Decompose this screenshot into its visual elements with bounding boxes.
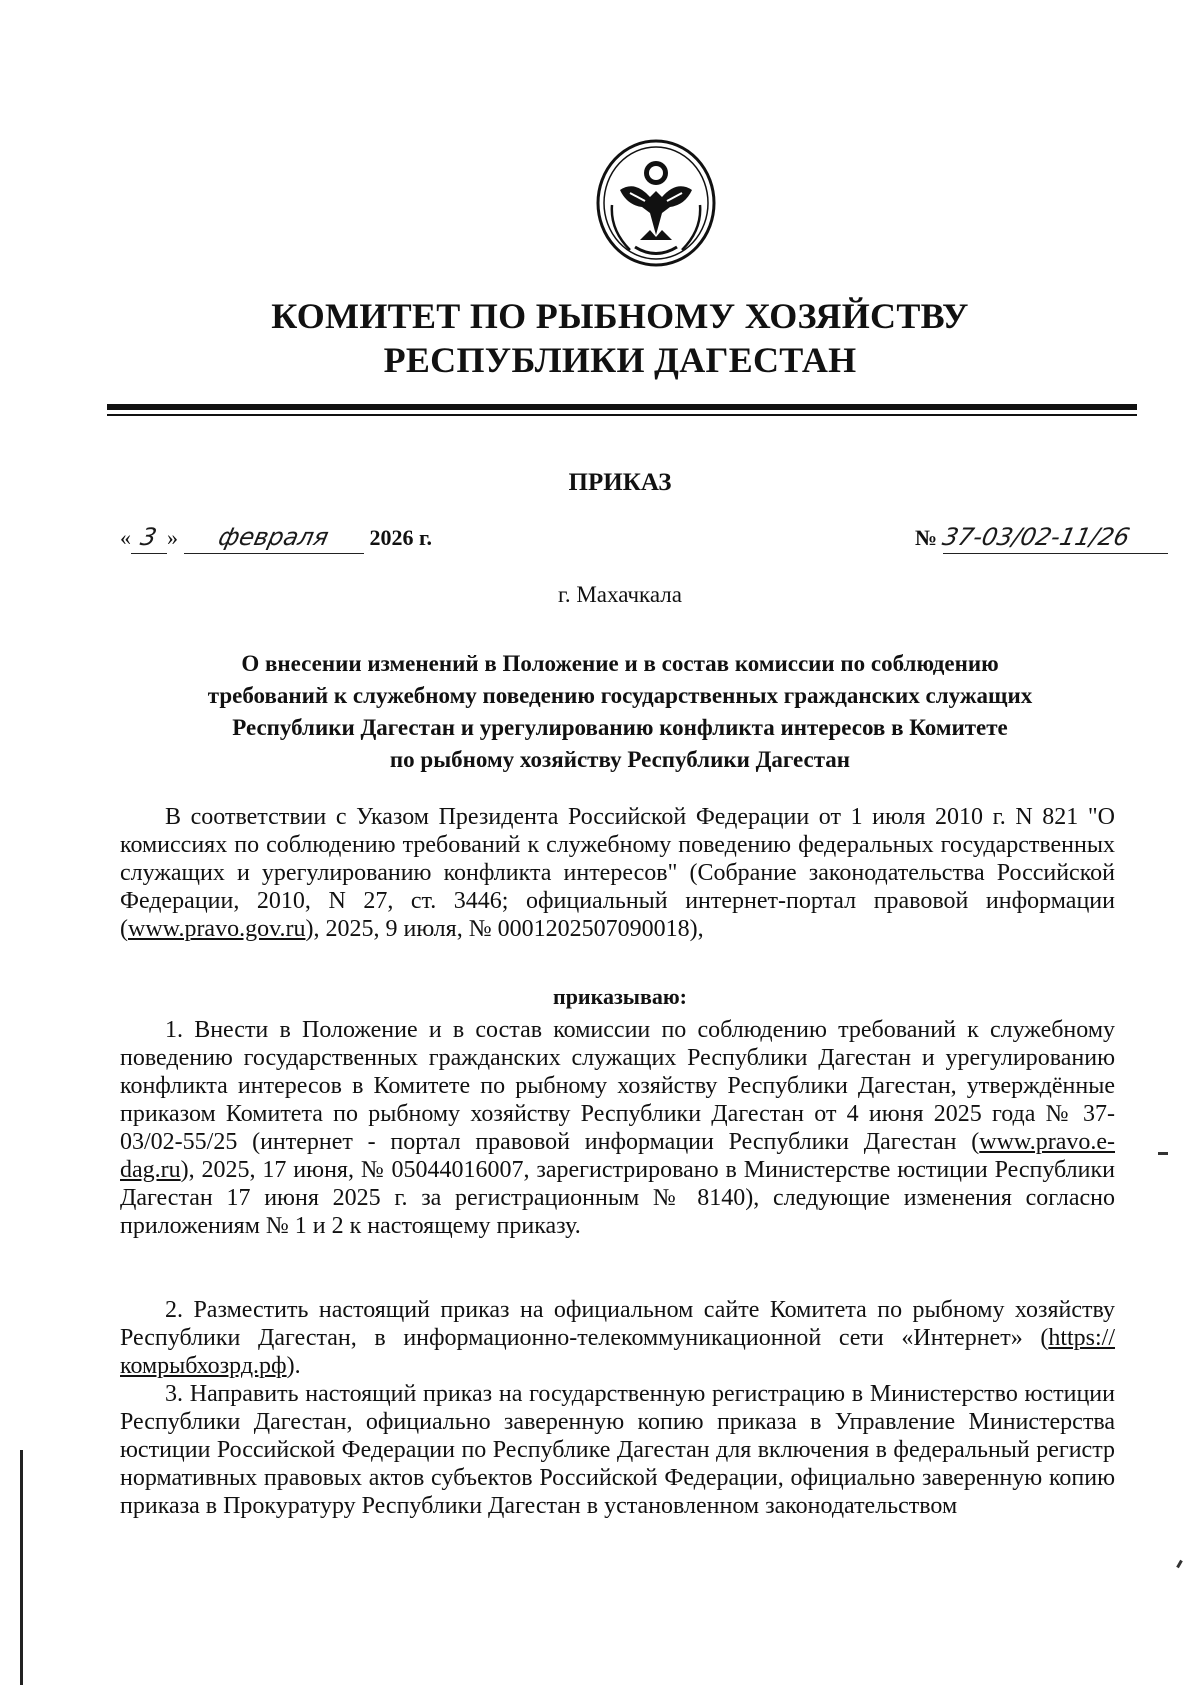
header-rule-thin (107, 414, 1137, 416)
item-2-text-start: 2. Разместить настоящий приказ на официальном сайте Комитета по рыбному хозяйству Республики Дагестан, в информационно-телекоммуникационной сети «Интернет» ( (120, 1297, 1115, 1351)
date-month-field (184, 522, 364, 554)
number-label: № (915, 525, 938, 550)
number-field (939, 522, 1168, 554)
document-number (915, 522, 1168, 554)
document-subject (130, 648, 1110, 776)
subject-line3: Республики Дагестан и урегулированию конфликта интересов в Комитете (232, 715, 1008, 740)
item-2-text-end: ). (286, 1353, 301, 1379)
date-close-quote: » (167, 525, 178, 550)
pravo-gov-link[interactable]: www.pravo.gov.ru (128, 916, 306, 942)
scan-artifact-mark (1158, 1152, 1168, 1155)
document-city: г. Махачкала (558, 582, 682, 607)
item-1-text-end: ), 2025, 17 июня, № 05044016007, зарегистрировано в Министерстве юстиции Республики Дагестан 17 июня 2025 г. за регистрационным № 8140), следующие изменения согласно приложениям № 1 и 2 к настоящему приказу. (120, 1157, 1115, 1239)
number-handwritten: 37-03/02-11/26 (939, 523, 1132, 551)
date-day-handwritten: 3 (138, 523, 160, 551)
subject-line1: О внесении изменений в Положение и в состав комиссии по соблюдению (241, 651, 999, 676)
date-year: 2026 г. (369, 525, 433, 550)
preamble-paragraph (120, 803, 1115, 943)
organization-name-line1: КОМИТЕТ ПО РЫБНОМУ ХОЗЯЙСТВУ (271, 296, 969, 336)
subject-line2: требований к служебному поведению государственных гражданских служащих (207, 683, 1033, 708)
document-type: ПРИКАЗ (568, 469, 672, 496)
scan-edge-line (20, 1450, 23, 1685)
coat-of-arms-emblem (590, 135, 722, 270)
subject-line4: по рыбному хозяйству Республики Дагестан (389, 747, 851, 772)
organization-name-line2: РЕСПУБЛИКИ ДАГЕСТАН (383, 340, 857, 380)
header-rule-thick (107, 404, 1137, 410)
komrybhoz-site-link[interactable]: https://комрыбхозрд.рф (120, 1325, 1115, 1379)
date-open-quote: « (120, 525, 131, 550)
item-3-paragraph: 3. Направить настоящий приказ на государственную регистрацию в Министерство юстиции Республики Дагестан, официально заверенную копию приказа в Управление Министерства юстиции Российской Федерации по Республике Дагестан для включения в федеральный регистр нормативных правовых актов субъектов Российской Федерации, официально заверенную копию приказа в Прокуратуру Республики Дагестан в установленном законодательством (120, 1381, 1115, 1519)
date-day-field (131, 522, 167, 554)
preamble-text-end: ), 2025, 9 июля, № 0001202507090018), (305, 916, 704, 942)
command-word: приказываю: (553, 984, 687, 1009)
preamble-text-start: В соответствии с Указом Президента Российской Федерации от 1 июля 2010 г. N 821 "О комиссиях по соблюдению требований к служебному поведению федеральных государственных служащих и урегулированию конфликта интересов" (Собрание законодательства Российской Федерации, 2010, N 27, ст. 3446; официальный интернет-портал правовой информации ( (120, 804, 1115, 942)
item-2-paragraph (120, 1296, 1115, 1380)
item-1-text-start: 1. Внести в Положение и в состав комиссии по соблюдению требований к служебному поведению государственных гражданских служащих Республики Дагестан и урегулированию конфликта интересов в Комитете по рыбному хозяйству Республики Дагестан, утверждённые приказом Комитета по рыбному хозяйству Республики Дагестан от 4 июня 2025 года № 37-03/02-55/25 (интернет - портал правовой информации Республики Дагестан ( (120, 1017, 1115, 1155)
date-month-handwritten: февраля (215, 523, 332, 551)
document-date (120, 522, 432, 554)
item-1-paragraph (120, 1016, 1115, 1240)
pravo-e-dag-link[interactable]: www.pravo.e-dag.ru (120, 1129, 1115, 1183)
scan-artifact-mark-2 (1176, 1560, 1183, 1568)
